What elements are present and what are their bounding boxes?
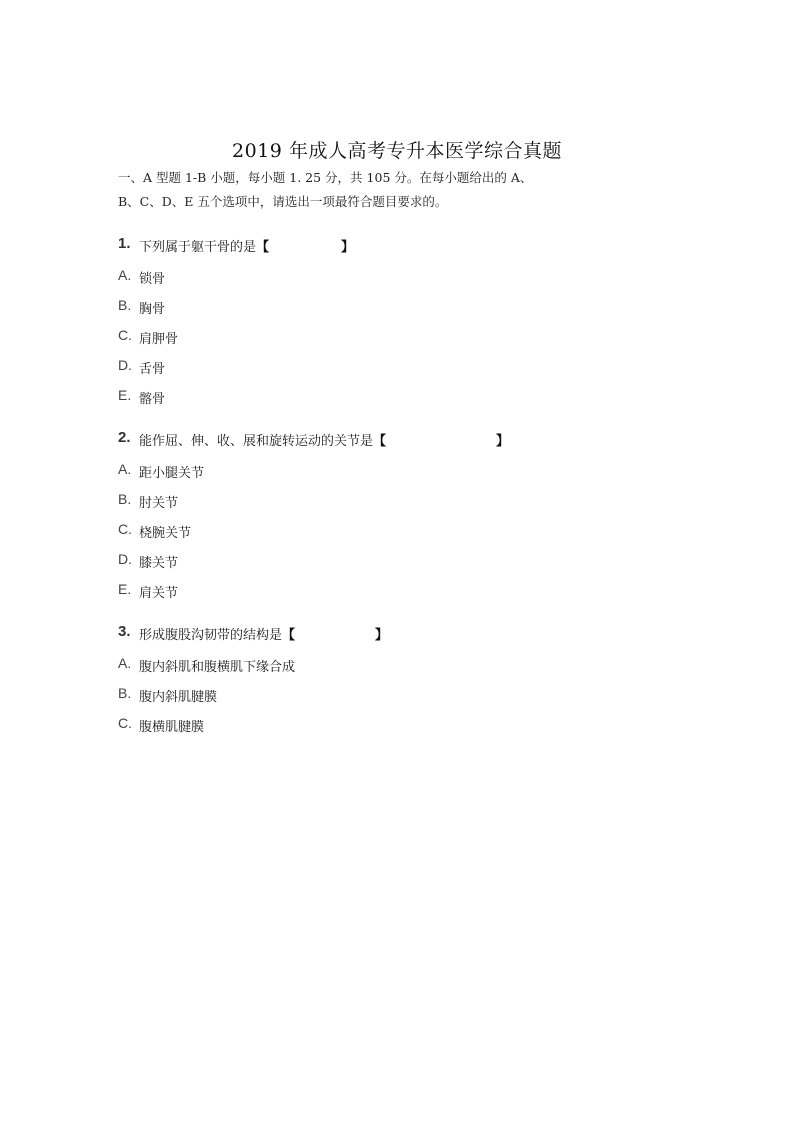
question-text: 能作屈、伸、收、展和旋转运动的关节是 [139, 434, 374, 449]
instructions-line-1: 一、A 型题 1-B 小题，每小题 1. 25 分，共 105 分。在每小题给出的 A、 [118, 170, 533, 185]
option-text: 腹内斜肌腱膜 [139, 690, 218, 705]
option-3c[interactable] [118, 716, 204, 735]
option-label: A. [118, 461, 132, 477]
option-label: E. [118, 581, 132, 597]
option-text: 腹内斜肌和腹横肌下缘合成 [139, 660, 296, 675]
question-number: 1. [118, 235, 131, 252]
option-text: 距小腿关节 [139, 466, 205, 481]
option-3a[interactable] [118, 656, 295, 675]
answer-bracket-close: 】 [496, 434, 510, 449]
question-text: 下列属于躯干骨的是 [139, 240, 257, 255]
option-1c[interactable] [118, 328, 178, 347]
option-label: B. [118, 297, 132, 313]
page-title: 2019 年成人高考专升本医学综合真题 [232, 140, 562, 162]
option-label: B. [118, 491, 132, 507]
answer-bracket-close: 】 [375, 628, 389, 643]
option-label: A. [118, 655, 132, 671]
option-label: B. [118, 685, 132, 701]
option-label: C. [118, 715, 132, 731]
option-text: 膝关节 [139, 556, 179, 571]
answer-bracket-close: 】 [341, 240, 355, 255]
option-label: E. [118, 387, 132, 403]
question-number: 2. [118, 429, 131, 446]
option-2e[interactable] [118, 582, 178, 601]
option-text: 锁骨 [139, 272, 166, 287]
answer-bracket-open: 【 [256, 240, 270, 255]
option-2a[interactable] [118, 462, 204, 481]
option-text: 髂骨 [139, 392, 166, 407]
question-2 [118, 430, 509, 449]
question-3 [118, 624, 388, 643]
option-1e[interactable] [118, 388, 165, 407]
answer-bracket-open: 【 [282, 628, 296, 643]
option-text: 胸骨 [139, 302, 166, 317]
option-label: D. [118, 551, 132, 567]
option-text: 桡腕关节 [139, 526, 192, 541]
question-1 [118, 236, 354, 255]
question-number: 3. [118, 623, 131, 640]
option-1d[interactable] [118, 358, 165, 377]
option-text: 肩关节 [139, 586, 179, 601]
option-text: 舌骨 [139, 362, 166, 377]
option-label: D. [118, 357, 132, 373]
option-text: 肘关节 [139, 496, 179, 511]
option-label: C. [118, 521, 132, 537]
option-1b[interactable] [118, 298, 165, 317]
option-label: C. [118, 327, 132, 343]
option-label: A. [118, 267, 132, 283]
option-3b[interactable] [118, 686, 217, 705]
option-2b[interactable] [118, 492, 178, 511]
option-1a[interactable] [118, 268, 165, 287]
instructions-line-2: B、C、D、E 五个选项中，请选出一项最符合题目要求的。 [118, 194, 448, 209]
option-2d[interactable] [118, 552, 178, 571]
option-text: 肩胛骨 [139, 332, 179, 347]
option-2c[interactable] [118, 522, 191, 541]
question-text: 形成腹股沟韧带的结构是 [139, 628, 283, 643]
option-text: 腹横肌腱膜 [139, 720, 205, 735]
answer-bracket-open: 【 [373, 434, 387, 449]
